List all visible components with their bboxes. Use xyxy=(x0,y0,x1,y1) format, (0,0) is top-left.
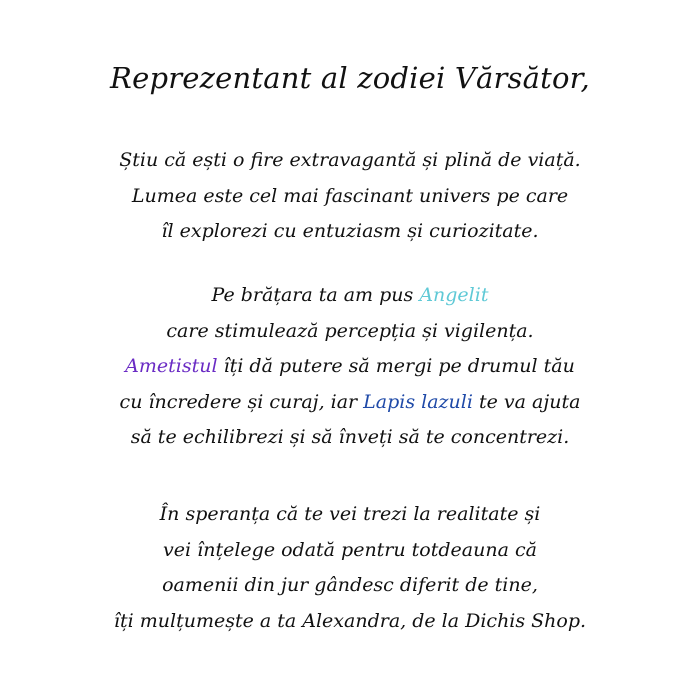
text-fragment: Pe brățara ta am pus xyxy=(211,284,420,306)
stone-name-lapis: Lapis lazuli xyxy=(363,390,473,413)
paragraph-stones-line xyxy=(0,278,700,314)
paragraph-stones-line: să te echilibrezi și să înveți să te concentrezi. xyxy=(130,426,570,448)
paragraph-stones xyxy=(0,278,700,456)
stone-name-angelit: Angelit xyxy=(419,284,489,306)
paragraph-stones-line: care stimulează percepția și vigilența. xyxy=(166,319,534,342)
text-fragment: te va ajuta xyxy=(472,390,581,413)
paragraph-closing-line: vei înțelege odată pentru totdeauna că xyxy=(163,538,537,561)
paragraph-closing xyxy=(0,497,700,639)
paragraph-intro xyxy=(0,143,700,250)
paragraph-closing-line: îți mulțumește a ta Alexandra, de la Dichis Shop. xyxy=(113,609,587,632)
paragraph-closing-line: oamenii din jur gândesc diferit de tine, xyxy=(162,574,538,596)
text-fragment: îți dă putere să mergi pe drumul tău xyxy=(217,355,575,377)
stone-name-ametist: Ametistul xyxy=(125,355,218,377)
paragraph-stones-line xyxy=(0,349,700,385)
paragraph-intro-line: îl explorezi cu entuziasm și curiozitate. xyxy=(161,220,539,242)
paragraph-stones-line xyxy=(0,385,700,421)
card-title: Reprezentant al zodiei Vărsător, xyxy=(110,61,590,95)
text-fragment: cu încredere și curaj, iar xyxy=(119,390,364,413)
paragraph-intro-line: Știu că ești o fire extravagantă și plină de viață. xyxy=(119,149,581,171)
paragraph-closing-line: În speranța că te vei trezi la realitate și xyxy=(159,503,541,525)
paragraph-intro-line: Lumea este cel mai fascinant univers pe care xyxy=(131,184,569,207)
